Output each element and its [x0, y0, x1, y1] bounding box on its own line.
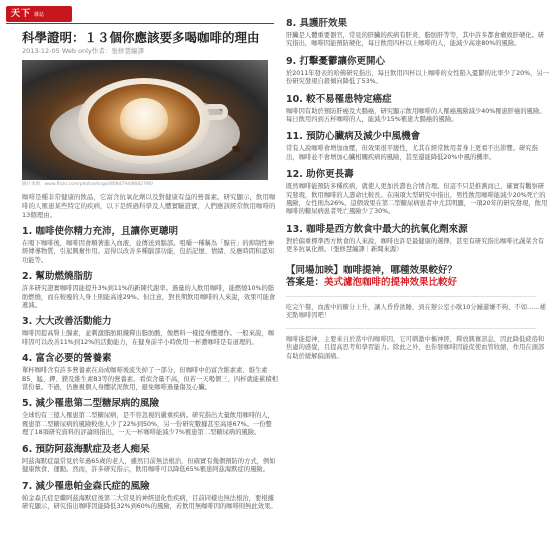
- section-body: 在喝下咖啡後，咖啡因會順著進入血液，並傳送到腦部。咀嚼一種稱為「腺苷」的抑制性神經傳導物質，引起興奮作用。這得以改善多種腦部功能，包括記憶、情緒、反應時間和認知功能等。: [22, 240, 274, 264]
- coffee-bean-icon: [231, 145, 242, 154]
- section-heading: 7. 減少罹患帕金森氏症的風險: [22, 480, 150, 492]
- section-body: 許多研究證實咖啡因能提升3%到11%的新陳代謝率。過量的人飲用咖啡，能燃燒10%的脂肪燃燒，而在較瘦的人身上則能高達29%。但注意，對長期飲用咖啡的人來說，效果可能會遞減。: [22, 285, 276, 310]
- section-heading: 3. 大大改善活動能力: [22, 316, 112, 328]
- section-body: 常有人說咖啡會增加血壓，但效果很平緩性，尤其在經常飲用者身上更看不出影響。研究指出，咖啡並不會增加心臟相關疾病的風險，甚至還能降低20%中風的機率。: [286, 145, 538, 161]
- section-heading: 13. 咖啡是西方飲食中最大的抗氧化劑來源: [286, 223, 468, 235]
- header-divider: [6, 23, 274, 24]
- brand-logo[interactable]: [6, 6, 72, 22]
- promo-block: [286, 265, 550, 289]
- section-8: [286, 18, 550, 49]
- section-heading: 10. 較不易罹患特定癌症: [286, 93, 392, 105]
- left-column: [22, 30, 278, 511]
- section-3: [22, 316, 278, 347]
- section-1: [22, 226, 278, 265]
- article-intro: 咖啡是種非常健康的飲品，它富含抗氧化劑以及對健康有益的營養素。研究顯示，飲用咖啡的人罹患某些特定的疾病，以下是經過科學及人體實驗證實，人們應該經常飲用咖啡的13個理由。: [22, 193, 276, 219]
- section-body: 全球約有三億人罹患第二型糖尿病，是不容忽視的嚴重疾病。研究指出大量飲用咖啡的人，罹患第二型糖尿病的風險較他人少了22%到50%，另一份研究數據甚至高達67%。一份整理了18項研究資料的評論則指出，一天一杯咖啡能減少7%罹患第二型糖尿病的風險。: [22, 412, 274, 437]
- promo-answer: [286, 277, 550, 289]
- promo-heading: 【同場加映】咖啡提神，哪種效果較好？: [286, 264, 458, 276]
- section-4: [22, 353, 278, 392]
- section-body: 於2011年發表的哈佛研究指出，每日飲用四杯以上咖啡的女性陷入憂鬱的比率少了20%，另一份研究發現自殺傾向降低了53%。: [286, 69, 550, 86]
- section-11: [286, 131, 550, 162]
- section-heading: 4. 富含必要的營養素: [22, 353, 112, 365]
- section-heading: 12. 助你更長壽: [286, 169, 354, 181]
- section-2: [22, 271, 278, 310]
- section-heading: 2. 幫助燃燒脂肪: [22, 271, 93, 283]
- article-title: 科學證明：１３個你應該要多喝咖啡的理由: [22, 30, 260, 45]
- promo-answer-highlight: 美式濾泡咖啡的提神效果比較好: [324, 276, 458, 288]
- section-13: [286, 224, 550, 255]
- section-7: [22, 481, 278, 512]
- logo-text: 天下: [11, 9, 32, 19]
- promo-answer-prefix: 答案是：: [286, 276, 325, 288]
- section-9: [286, 56, 550, 87]
- section-12: [286, 169, 550, 217]
- section-body: 單杯咖啡含有許多營養素在烏成咖啡後流失掉了一部分，但咖啡中仍富含維素素、維生素B5、錳、鉀、鎂及維生素B3等的營養素。看似含量不高，但若一天喝個三、四杯就能累積相當份量。不過，仍應視個人身體狀況飲用，避免咖啡過量傷及心臟。: [22, 367, 278, 392]
- coffee-bean-icon: [243, 154, 254, 164]
- section-body: 對於偏重標準西方飲食的人來說，咖啡也許是最健康的選擇，甚至有研究指出咖啡比蔬菜含有更多抗氧化劑。（張修慧編譯｜新聞來源）: [286, 237, 545, 254]
- logo-sub: 雜誌: [34, 12, 45, 18]
- section-heading: 9. 打擊憂鬱讓你更開心: [286, 55, 386, 67]
- promo-divider: [286, 296, 536, 297]
- right-column: [286, 18, 550, 362]
- section-10: [286, 94, 550, 125]
- photo-credit[interactable]: 圖片來源：www.flickr.com/photos/kngsl/8084794/8682790/: [22, 182, 154, 187]
- section-body: 帕金森氏症是繼阿茲海默症後第二大常見的神經退化性疾病，目前同樣也無法根治，要根據研究顯示，研究指出咖啡因能降低32%到60%的風險，若飲用無咖啡因的咖啡則無此效果。: [22, 494, 277, 510]
- section-6: [22, 444, 278, 475]
- promo-paragraph-1: 吃完午餐，血液中的糖分上升，讓人昏昏欲睡，到在辦公室小歇10分鐘還嫌不夠，不如……補充點咖啡因吧！: [286, 303, 546, 320]
- section-heading: 8. 具護肝效果: [286, 18, 348, 29]
- section-heading: 11. 預防心臟病及減少中風機會: [286, 131, 421, 143]
- section-heading: 5. 減少罹患第二型糖尿病的風險: [22, 398, 160, 410]
- cup-handle: [202, 104, 228, 120]
- promo-paragraph-2: 咖啡能提神，主要來自於當中的咖啡因，它可刺激中樞神經，釋放興奮訊息，因此降低疲倦和焦慮的感覺，且提高思考和學習能力。除此之外，也你發咖啡因能促使血管收縮，作用在頭部有助於緩解偏頭痛。: [286, 335, 545, 361]
- section-body: 咖啡因提高腎上腺素，並刺激脂肪組織釋出脂肪酸，像燃料一樣提身體運作。一般來說，咖啡因可以改善11%到12%的活動能力，在健身前半小時飲用一杯濃咖啡是有道理的。: [22, 330, 274, 346]
- section-body: 既然咖啡能預防多種疾病，就使人更加長壽也合情合理。但這不只是推測而已，確實有觀察研究發現，飲用咖啡的人壽命比較長。在兩項大型研究中指出，男性飲用咖啡能減少20%死亡的風險，女性則為26%。這個效果在第二型糖尿病患者中尤其明顯，一項20年的研究發現，飲用咖啡的糖尿病患者死亡風險少了30%。: [286, 183, 548, 216]
- promo-divider: [286, 328, 536, 329]
- article-meta: 2013-12-05 Web only作者：張修慧編譯: [22, 47, 144, 55]
- section-body: 阿茲海默症最常見於年過65歲的老人，雖然目前無法根治，但確實有幾個預防的方式，例如健康飲食、運動。然而，許多研究指示，飲用咖啡可以降低65%罹患阿茲海默症的風險。: [22, 457, 276, 474]
- section-body: 肝臟是人體重要器官，常見的肝臟的疾病有肝炎、脂肪肝等等，其中許多都會瘤致肝硬化。研究指出，咖啡因能預防硬化，每日飲用四杯以上咖啡的人，能減少高達80%的風險。: [286, 32, 545, 48]
- section-heading: 6. 預防阿茲海默症及老人痴呆: [22, 443, 150, 455]
- section-body: 咖啡因有助於預防肝癌及大腸癌，研究顯示飲用咖啡的人罹癌風險減少40%罹患肝癌的風險。每日飲用四到五杯咖啡的人，能減少15%罹患大腸癌的風險。: [286, 107, 546, 124]
- latte-art: [120, 98, 168, 140]
- section-heading: 1. 咖啡使你精力充沛，且讓你更聰明: [22, 226, 179, 237]
- coffee-photo: [22, 60, 268, 180]
- section-5: [22, 398, 278, 437]
